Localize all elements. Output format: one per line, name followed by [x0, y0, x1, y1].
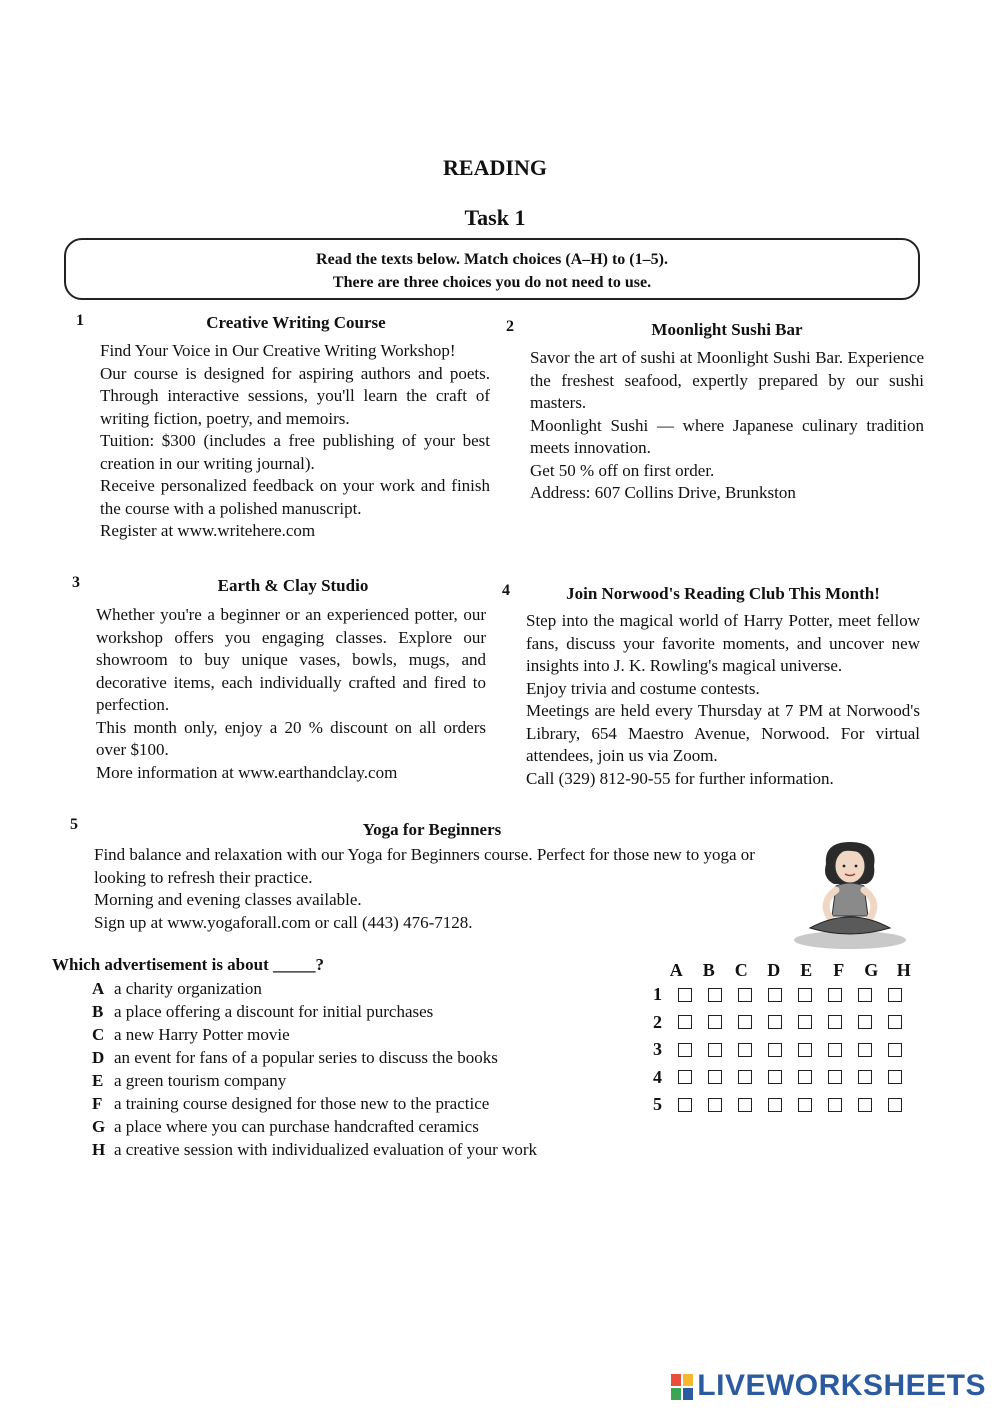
option-e	[92, 1069, 537, 1092]
ad-paragraph: Register at www.writehere.com	[100, 521, 316, 540]
grid-row-label: 2	[653, 1011, 662, 1032]
liveworksheets-logo	[671, 1369, 986, 1403]
option-text: a creative session with individualized evaluation of your work	[114, 1140, 537, 1159]
ad-paragraph: Our course is designed for aspiring authors and poets. Through interactive sessions, you'll learn the craft of writing fiction, poetry, and memoirs.	[100, 363, 490, 428]
checkbox-2-g[interactable]	[858, 1015, 872, 1029]
grid-row-3	[644, 1036, 920, 1064]
ad-paragraph: Meetings are held every Thursday at 7 PM at Norwood's Library, 654 Maestro Avenue, Norwood. For virtual attendees, join us via Zoom.	[526, 701, 920, 765]
checkbox-4-f[interactable]	[828, 1070, 842, 1084]
checkbox-1-c[interactable]	[738, 988, 752, 1002]
grid-col-label: B	[702, 960, 715, 980]
ad-paragraph: This month only, enjoy a 20 % discount on all orders over $100.	[96, 717, 486, 759]
checkbox-5-h[interactable]	[888, 1098, 902, 1112]
grid-row-2	[644, 1009, 920, 1037]
checkbox-5-a[interactable]	[678, 1098, 692, 1112]
grid-row-label: 3	[653, 1039, 662, 1060]
checkbox-5-b[interactable]	[708, 1098, 722, 1112]
grid-col-label: D	[767, 960, 781, 980]
option-letter: A	[92, 979, 105, 998]
yoga-woman-illustration	[790, 836, 910, 951]
option-text: a training course designed for those new to the practice	[114, 1094, 490, 1113]
checkbox-2-e[interactable]	[798, 1015, 812, 1029]
ad-paragraph: Moonlight Sushi — where Japanese culinary tradition meets innovation.	[530, 415, 924, 457]
task-title: Task 1	[464, 205, 526, 230]
grid-row-label: 5	[653, 1094, 662, 1115]
ad-paragraph: Find balance and relaxation with our Yoga for Beginners course. Perfect for those new to yoga or looking to refresh their practice.	[94, 845, 755, 887]
grid-row-4	[644, 1064, 920, 1092]
ad-paragraph: Whether you're a beginner or an experienced potter, our workshop offers you engaging classes. Explore our showroom to buy unique vases, bowls, mugs, and decorative items, each individually crafted and fired to perfection.	[96, 605, 486, 714]
checkbox-1-g[interactable]	[858, 988, 872, 1002]
ad-title: Moonlight Sushi Bar	[651, 320, 803, 339]
checkbox-5-g[interactable]	[858, 1098, 872, 1112]
ad-paragraph: Savor the art of sushi at Moonlight Sushi Bar. Experience the freshest seafood, expertly prepared by our sushi masters.	[530, 348, 924, 412]
grid-col-label: A	[669, 960, 683, 980]
grid-row-label: 1	[653, 984, 662, 1005]
ad-paragraph: Sign up at www.yogaforall.com or call (443) 476-7128.	[94, 912, 473, 932]
grid-column-headers	[644, 960, 920, 981]
checkbox-4-g[interactable]	[858, 1070, 872, 1084]
option-letter: D	[92, 1048, 105, 1067]
checkbox-3-d[interactable]	[768, 1043, 782, 1057]
ad-body-yoga	[94, 844, 774, 934]
checkbox-2-h[interactable]	[888, 1015, 902, 1029]
ad-body-earth-clay	[96, 604, 486, 784]
ad-number: 2	[506, 318, 514, 335]
ad-paragraph: Tuition: $300 (includes a free publishing of your best creation in our writing journal).	[100, 431, 490, 473]
liveworksheets-logo-text: LIVEWORKSHEETS	[697, 1369, 986, 1402]
ad-paragraph: More information at www.earthandclay.com	[96, 762, 398, 782]
ad-paragraph: Receive personalized feedback on your work and finish the course with a polished manuscript.	[100, 476, 490, 518]
ad-title: Join Norwood's Reading Club This Month!	[566, 584, 880, 603]
option-letter: E	[92, 1071, 104, 1090]
ad-paragraph: Address: 607 Collins Drive, Brunkston	[530, 483, 796, 502]
checkbox-2-d[interactable]	[768, 1015, 782, 1029]
option-letter: C	[92, 1025, 105, 1044]
option-text: an event for fans of a popular series to discuss the books	[114, 1048, 498, 1067]
ad-paragraph: Call (329) 812-90-55 for further information.	[526, 768, 834, 788]
option-c	[92, 1023, 537, 1046]
checkbox-4-e[interactable]	[798, 1070, 812, 1084]
checkbox-4-h[interactable]	[888, 1070, 902, 1084]
option-f	[92, 1092, 537, 1115]
instructions-line-2: There are three choices you do not need to use.	[332, 274, 652, 291]
ad-body-reading-club	[526, 610, 920, 790]
checkbox-3-b[interactable]	[708, 1043, 722, 1057]
ad-paragraph: Step into the magical world of Harry Potter, meet fellow fans, discuss your favorite moments, and uncover new insights into J. K. Rowling's magical universe.	[526, 611, 920, 675]
ad-paragraph: Morning and evening classes available.	[94, 890, 362, 909]
option-a	[92, 977, 537, 1000]
liveworksheets-logo-icon	[671, 1374, 693, 1400]
ad-title: Earth & Clay Studio	[217, 576, 369, 595]
checkbox-5-d[interactable]	[768, 1098, 782, 1112]
checkbox-1-b[interactable]	[708, 988, 722, 1002]
options-list	[92, 977, 537, 1161]
instructions-line-1: Read the texts below. Match choices (A–H) to (1–5).	[316, 251, 668, 268]
checkbox-1-f[interactable]	[828, 988, 842, 1002]
ad-body-sushi-bar	[530, 347, 924, 505]
checkbox-3-a[interactable]	[678, 1043, 692, 1057]
checkbox-4-c[interactable]	[738, 1070, 752, 1084]
ad-title: Yoga for Beginners	[362, 820, 502, 839]
checkbox-5-e[interactable]	[798, 1098, 812, 1112]
grid-col-label: H	[896, 960, 911, 980]
grid-row-label: 4	[653, 1066, 662, 1087]
checkbox-5-f[interactable]	[828, 1098, 842, 1112]
option-text: a new Harry Potter movie	[114, 1025, 290, 1044]
option-d	[92, 1046, 537, 1069]
checkbox-1-a[interactable]	[678, 988, 692, 1002]
question-prompt: Which advertisement is about _____?	[52, 955, 324, 974]
checkbox-5-c[interactable]	[738, 1098, 752, 1112]
grid-row-5	[644, 1091, 920, 1119]
grid-col-label: E	[800, 960, 813, 980]
option-h	[92, 1138, 537, 1161]
checkbox-3-f[interactable]	[828, 1043, 842, 1057]
option-text: a charity organization	[114, 979, 262, 998]
checkbox-3-g[interactable]	[858, 1043, 872, 1057]
checkbox-3-h[interactable]	[888, 1043, 902, 1057]
checkbox-2-b[interactable]	[708, 1015, 722, 1029]
option-text: a place where you can purchase handcrafted ceramics	[114, 1117, 479, 1136]
ad-number: 3	[72, 574, 80, 591]
option-letter: G	[92, 1117, 106, 1136]
option-text: a place offering a discount for initial purchases	[114, 1002, 434, 1021]
ad-paragraph: Enjoy trivia and costume contests.	[526, 678, 760, 698]
option-letter: B	[92, 1002, 104, 1021]
grid-row-1	[644, 981, 920, 1009]
ad-number: 1	[76, 312, 84, 329]
checkbox-2-a[interactable]	[678, 1015, 692, 1029]
checkbox-1-d[interactable]	[768, 988, 782, 1002]
grid-col-label: C	[734, 960, 748, 980]
checkbox-3-e[interactable]	[798, 1043, 812, 1057]
grid-col-label: G	[864, 960, 879, 980]
option-g	[92, 1115, 537, 1138]
option-letter: F	[92, 1094, 103, 1113]
checkbox-4-b[interactable]	[708, 1070, 722, 1084]
ad-body-creative-writing	[100, 340, 490, 543]
option-letter: H	[92, 1140, 106, 1159]
checkbox-4-a[interactable]	[678, 1070, 692, 1084]
checkbox-1-h[interactable]	[888, 988, 902, 1002]
option-text: a green tourism company	[114, 1071, 287, 1090]
checkbox-3-c[interactable]	[738, 1043, 752, 1057]
section-title: READING	[443, 155, 547, 180]
checkbox-1-e[interactable]	[798, 988, 812, 1002]
ad-paragraph: Get 50 % off on first order.	[530, 460, 715, 480]
grid-col-label: F	[833, 960, 845, 980]
ad-paragraph: Find Your Voice in Our Creative Writing Workshop!	[100, 341, 456, 360]
checkbox-2-c[interactable]	[738, 1015, 752, 1029]
ad-title: Creative Writing Course	[206, 313, 386, 332]
instructions-box	[64, 238, 920, 300]
ad-number: 4	[502, 582, 510, 599]
checkbox-2-f[interactable]	[828, 1015, 842, 1029]
option-b	[92, 1000, 537, 1023]
answer-grid	[644, 960, 920, 1119]
ad-number: 5	[70, 816, 78, 833]
checkbox-4-d[interactable]	[768, 1070, 782, 1084]
